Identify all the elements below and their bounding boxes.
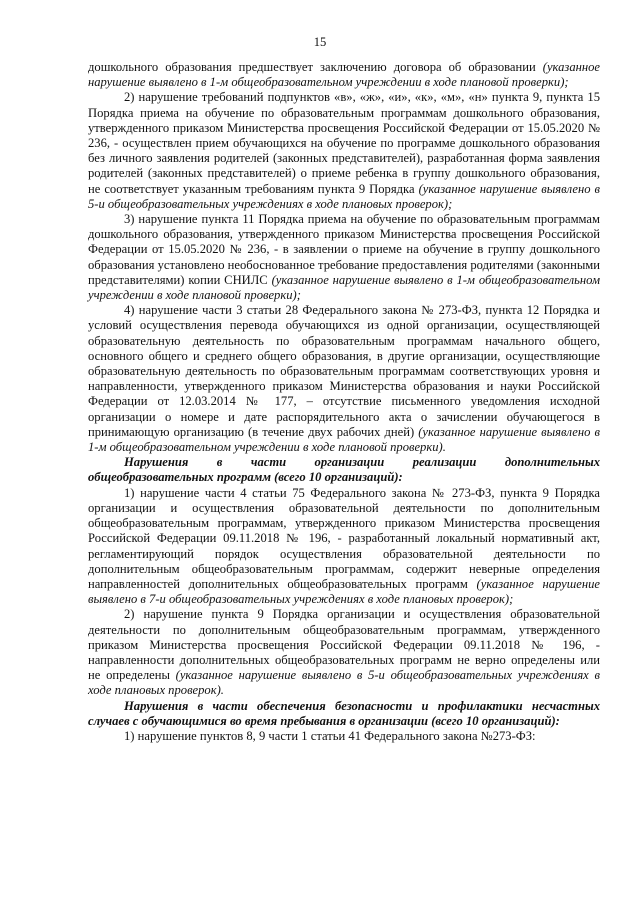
paragraph-text: 2) нарушение пункта 9 Порядка организации и осуществления образовательной деятельности по дополнительным общеобразовательным программам, утвержденного приказом Министерства просвещения Российской Федерации 09.11.2018 № 196, - направленности дополнительных общеобразовательных программ не верно определены или не определены — [88, 607, 600, 683]
paragraph-note: (указанное нарушение выявлено в 1-м общеобразовательном учреждении в ходе плановой проверки); — [88, 60, 600, 90]
paragraph-note: (указанное нарушение выявлено в 1-м общеобразовательном учреждении в ходе плановой проверки); — [88, 272, 601, 303]
paragraph-continuation — [88, 60, 600, 90]
paragraph-item-4 — [88, 303, 600, 455]
paragraph-item-1 — [88, 486, 600, 608]
paragraph-note: (указанное нарушение выявлено в 5-и общеобразовательных учреждениях в ходе плановых проверок); — [88, 181, 600, 211]
paragraph-note: (указанное нарушение выявлено в 5-и общеобразовательных учреждениях в ходе плановых проверок). — [88, 668, 600, 698]
paragraph-item-2 — [88, 90, 600, 212]
paragraph-item-2 — [88, 607, 600, 698]
paragraph-item-3 — [88, 212, 600, 303]
paragraph-text: 1) нарушение пунктов 8, 9 части 1 статьи 41 Федерального закона №273-ФЗ: — [124, 728, 536, 743]
paragraph-text: 2) нарушение требований подпунктов «в», «ж», «и», «к», «м», «н» пункта 9, пункта 15 Порядка приема на обучение по образовательным программам дошкольного образования, утвержденного приказом Министерства просвещения Российской Федерации от 15.05.2020 № 236, - осуществлен прием обучающихся на обучение по программе дошкольного образования без личного заявления родителей (законных представителей), разработанная форма заявления родителей (законных представителей) о приеме ребенка в группу дошкольного образования, не соответствует указанным требованиям пункта 9 Порядка — [88, 90, 600, 196]
section-heading-safety: Нарушения в части обеспечения безопасности и профилактики несчастных случаев с обучающимися во время пребывания в организации (всего 10 организаций): — [88, 698, 600, 728]
paragraph-text: 3) нарушение пункта 11 Порядка приема на обучение по образовательным программам дошкольного образования, утвержденного приказом Министерства просвещения Российской Федерации от 15.05.2020 № 236, - в заявлении о приеме на обучение в группу дошкольного образования установлено необоснованное требование предоставления родителями (законными представителями) копии СНИЛС — [88, 212, 600, 287]
paragraph-note: (указанное нарушение выявлено в 7-и общеобразовательных учреждениях в ходе плановых проверок); — [88, 576, 600, 607]
paragraph-text: 4) нарушение части 3 статьи 28 Федерального закона № 273-ФЗ, пункта 12 Порядка и условий осуществления перевода обучающихся из одной организации, осуществляющей образовательную деятельность по образовательным программам начального общего, основного общего и среднего общего образования, в другие организации, осуществляющие образовательную деятельность по образовательным программам соответствующих уровня и направленности, утвержденного приказом Министерства образования и науки Российской Федерации от 12.03.2014 № 177, – отсутствие письменного уведомления исходной организации о номере и дате распорядительного акта о зачислении обучающегося в принимающую организацию (в течение двух рабочих дней) — [88, 303, 600, 439]
paragraph-text: дошкольного образования предшествует заключению договора об образовании — [88, 60, 543, 74]
section-heading-additional-programs: Нарушения в части организации реализации дополнительных общеобразовательных программ (всего 10 организаций): — [88, 455, 600, 485]
paragraph-note: (указанное нарушение выявлено в 1-м общеобразовательном учреждении в ходе плановой проверки). — [88, 424, 600, 455]
page-number: 15 — [313, 35, 327, 49]
paragraph-text: 1) нарушение части 4 статьи 75 Федерального закона № 273-ФЗ, пункта 9 Порядка организации и осуществления образовательной деятельности по дополнительным общеобразовательным программам, утвержденного приказом Министерства просвещения Российской Федерации 09.11.2018 № 196, - разработанный локальный нормативный акт, регламентирующий порядок осуществления образовательной деятельности по дополнительным общеобразовательным программам, содержит неверные определения направленностей дополнительных общеобразовательных программ — [88, 485, 600, 591]
paragraph-item-1 — [88, 729, 600, 744]
